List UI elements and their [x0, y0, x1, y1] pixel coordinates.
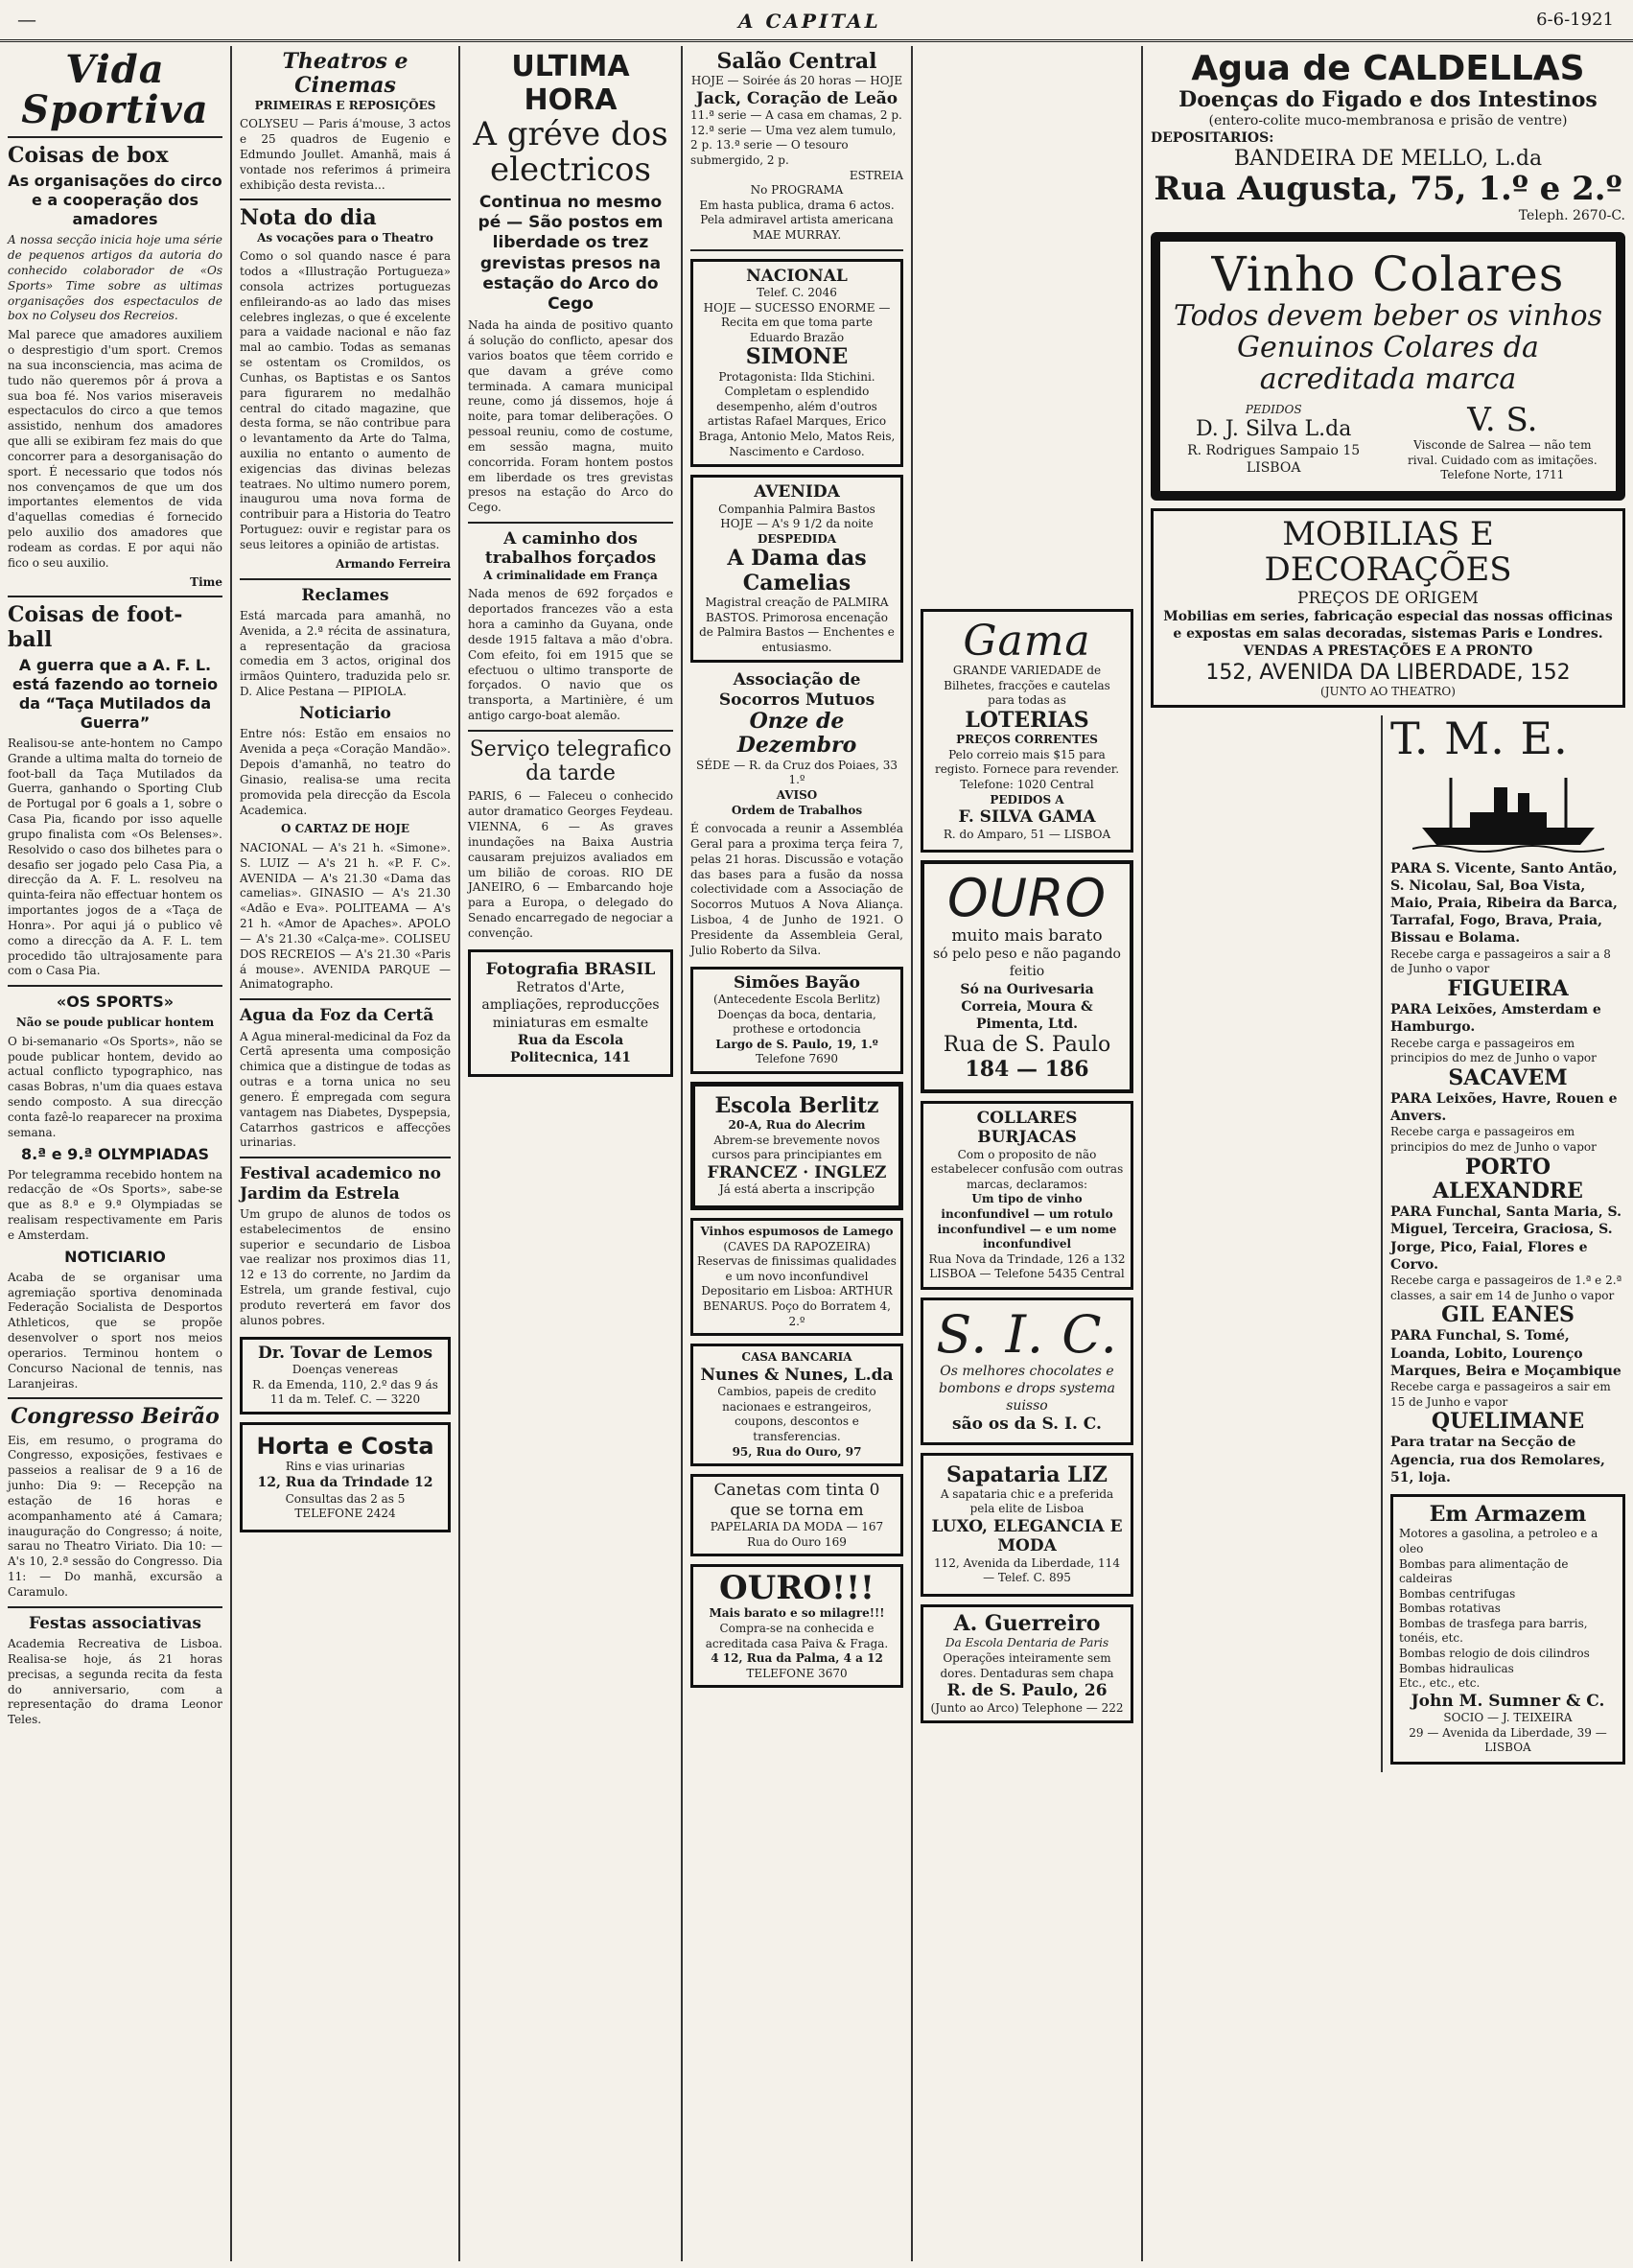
guerreiro-sub: Da Escola Dentaria de Paris: [945, 1636, 1109, 1650]
box-text: Mal parece que amadores auxiliem o desprestigio d'um sport. Cremos na sua inconsciencia, mas acima de tudo não queremos pôr á prova a sua boa fé. Nos varios miseraveis espectaculos do circo a que temos assistido, nenhum dos amadores que alli se exibiram fez mais do que concorrer para a desorganisação do sport. É necessario que todos nós nos convençamos de que um dos importantes elementos de vida d'aquellas comedias é fornecido pelo auxilio dos amadores que rodeam as cordas. E por aqui não fico o seu auxilio.: [8, 328, 222, 570]
simoes-sub: (Antecedente Escola Berlitz) Doenças da boca, dentaria, prothese e ortodoncia: [713, 992, 880, 1037]
nota-signature: Armando Ferreira: [336, 556, 451, 571]
ouro-address: Rua de S. Paulo: [943, 1033, 1111, 1058]
ouro-number-1: 184: [965, 1056, 1010, 1082]
ship-sacavem: SACAVEM: [1448, 1064, 1568, 1090]
tovar-name: Dr. Tovar de Lemos: [257, 1343, 433, 1363]
vinhos-sub: (CAVES DA RAPOZEIRA) Reservas de finissimas qualidades e um novo inconfundivel: [697, 1239, 897, 1283]
column-ultima-hora: [460, 46, 683, 2261]
festas-text: Academia Recreativa de Lisboa. Realisa-se hoje, ás 21 horas precisas, a segunda recita da festa do anniversario, com a representação do drama Leonor Teles.: [8, 1637, 222, 1727]
box-title: Coisas de box: [8, 143, 169, 168]
nacional-text: Protagonista: Ilda Stichini. Completam o esplendido desempenho, além d'outros artistas Rafael Marques, Erico Braga, Antonio Melo, Matos Reis, Nascimento e Cardoso.: [698, 369, 896, 458]
olympiadas-text: Por telegramma recebido hontem na redacção de «Os Sports», sabe-se que as 8.ª e 9.ª Olympiadas se realisam respectivamente em Paris e Amsterdam.: [8, 1167, 222, 1242]
armazem-item-1: Motores a gasolina, a petroleo e a oleo: [1399, 1527, 1598, 1555]
tme-note-3: Recebe carga e passageiros em principios do mez de Junho o vapor: [1390, 1125, 1597, 1154]
horta-name: Horta e Costa: [256, 1432, 434, 1460]
column-ads-middle: [913, 46, 1143, 2261]
vinhos-title: Vinhos espumosos de Lamego: [700, 1225, 894, 1239]
box-intro: A nossa secção inicia hoje uma série de pequenos artigos da autoria do conhecido colaborador de «Os Sports» Time sobre as ultimas organisações dos espectaculos de box no Colyseu dos Recreios.: [8, 233, 222, 323]
liz-title: Sapataria LIZ: [946, 1461, 1108, 1487]
noticiario-theatro-text: Entre nós: Estão em ensaios no Avenida a peça «Coração Mandão». Depois d'amanhã, no teatro do Ginasio, realisa-se uma recita promovida pela direcção da Escola Academica.: [240, 727, 451, 817]
ad-berlitz: [690, 1082, 903, 1210]
greve-text: Nada ha ainda de positivo quanto á solução do conflicto, apesar dos varios boatos que têem corrido e que davam a gréve como terminada. A camara municipal reune, como já dissemos, hoje á noite, para tomar deliberações. O pessoal reuniu, como de costume, em sessão magna, muito concorrida. Foram hontem postos em liberdade os tres grevistas presos na estação do Arco do Cego.: [468, 318, 673, 515]
theatros-subtitle: PRIMEIRAS E REPOSIÇÕES: [254, 98, 436, 112]
gama-pedidos: PEDIDOS A: [990, 792, 1064, 807]
colares-vs: V. S.: [1467, 400, 1538, 439]
guerreiro-title: A. Guerreiro: [953, 1611, 1101, 1637]
salao-program: 11.ª serie — A casa em chamas, 2 p. 12.ª serie — Uma vez alem tumulo, 2 p. 13.ª serie — O tesouro submergido, 2 p.: [690, 108, 902, 168]
vida-sportiva-title: Vida Sportiva: [21, 47, 209, 132]
liz-text: A sapataria chic e a preferida pela elite de Lisboa: [940, 1486, 1114, 1516]
collares-text: Com o proposito de não estabelecer confusão com outras marcas, declaramos:: [930, 1147, 1124, 1191]
column-salao: [683, 46, 913, 2261]
caldellas-sub: Doenças do Figado e dos Intestinos: [1178, 86, 1598, 112]
gama-name: F. SILVA GAMA: [958, 807, 1096, 828]
gama-title: Gama: [963, 617, 1091, 666]
box-subtitle: As organisações do circo e a cooperação dos amadores: [8, 172, 222, 229]
congresso-text: Eis, em resumo, o programa do Congresso, exposições, festivaes e passeios a realisar de 9 a 16 de junho: Dia 9: — Recepção na estação de 16 horas e acompanhamento até á Camara; inauguração do Congresso; á noite, sarau no Theatro Viriato. Dia 10: — A's 10, 2.ª sessão do Congresso. Dia 11: — Do manhã, excursão a Caramulo.: [8, 1433, 222, 1599]
festival-text: Um grupo de alunos de todos os estabelecimentos de ensino superior e secundario de Lisboa vae realizar nos proximos dias 11, 12 e 13 do corrente, no Jardim da Estrela, um grande festival, cujo produto reverterá em favor dos alunos pobres.: [240, 1207, 451, 1327]
avenida-despedida: DESPEDIDA: [757, 531, 837, 546]
salao-estreia: ESTREIA: [849, 168, 903, 182]
tme-note-2: Recebe carga e passageiros em principios do mez de Junho o vapor: [1390, 1036, 1597, 1065]
gama-loterias: LOTERIAS: [965, 707, 1089, 733]
congresso-title: Congresso Beirão: [11, 1404, 220, 1430]
salao-title: Salão Central: [716, 49, 877, 74]
avenida-time: HOJE — A's 9 1/2 da noite: [720, 517, 874, 531]
mobilias-text: Mobilias em series, fabricação especial das nossas officinas e expostas em salas decoradas, sistemas Paris e Londres.: [1163, 608, 1613, 643]
ad-sapataria-liz: [921, 1453, 1133, 1597]
ad-guerreiro: [921, 1604, 1133, 1723]
mobilias-vendas: VENDAS A PRESTAÇÕES E A PRONTO: [1243, 643, 1533, 660]
tme-route-1: PARA S. Vicente, Santo Antão, S. Nicolau, Sal, Boa Vista, Maio, Praia, Ribeira da Barca, Tarrafal, Fogo, Brava, Praia, Bissau e Bolama.: [1390, 860, 1618, 947]
associacao-name: Onze de Dezembro: [736, 709, 857, 759]
noticiario-theatro-title: Noticiario: [299, 703, 391, 723]
liz-lema: LUXO, ELEGANCIA E MODA: [931, 1517, 1123, 1556]
associacao-sede: SÉDE — R. da Cruz dos Poiaes, 33 1.º: [696, 758, 898, 787]
salao-prox: Em hasta publica, drama 6 actos. Pela admiravel artista americana MAE MURRAY.: [699, 198, 895, 243]
sports-text: O bi-semanario «Os Sports», não se poude publicar hontem, devido ao actual conflicto typographico, nas casas Bobras, n'um dia quaes estava sendo composto. A sua direcção conta fazê-lo reaparecer na proxima semana.: [8, 1034, 222, 1139]
masthead-left: —: [17, 8, 36, 31]
masthead: [0, 0, 1633, 42]
salao-time: HOJE — Soirée ás 20 horas — HOJE: [690, 74, 903, 88]
ouro2-text: Compra-se na conhecida e acreditada casa Paiva & Fraga.: [705, 1622, 889, 1650]
mobilias-sub: PREÇOS DE ORIGEM: [1297, 588, 1479, 608]
nota-title: Nota do dia: [240, 205, 377, 231]
ad-horta-costa: [240, 1422, 451, 1532]
simoes-name: Simões Bayão: [734, 972, 860, 993]
gama-sub: GRANDE VARIEDADE de Bilhetes, fracções e cautelas para todas as: [944, 664, 1110, 708]
caldellas-address: Rua Augusta, 75, 1.º e 2.º: [1154, 169, 1622, 208]
armazem-item-8: Etc., etc., etc.: [1399, 1676, 1481, 1691]
cartaz-text: NACIONAL — A's 21 h. «Simone». S. LUIZ — A's 21 h. «P. F. C». AVENIDA — A's 21.30 «Dama das camelias». GINASIO — A's 21.30 «Adão e Eva». POLITEAMA — A's 21 h. «Amor de Apaches». APOLO — A's 21.30 «Calça-me». COLISEU DOS RECREIOS — A's 21.30 «Paris á mouse». AVENIDA PARQUE — Animatographo.: [240, 840, 451, 992]
foto-text: Retratos d'Arte, ampliações, reproducções miniaturas em esmalte: [481, 980, 660, 1031]
armazem-name: John M. Sumner & C.: [1411, 1691, 1605, 1711]
salao-prox-title: No PROGRAMA: [750, 183, 844, 198]
armazem-item-7: Bombas hidraulicas: [1399, 1661, 1514, 1675]
guerreiro-tel: (Junto ao Arco) Telephone — 222: [930, 1700, 1124, 1715]
gama-address: R. do Amparo, 51 — LISBOA: [943, 827, 1111, 841]
tme-route-3: PARA Leixões, Havre, Rouen e Anvers.: [1390, 1091, 1618, 1125]
nota-text: Como o sol quando nasce é para todos a «Illustração Portugueza» consola actrizes portuguezas enfileirando-as ao lado das mises celebres inglezas, o que é excelente para a vaidade nacional e não faz mal ao cambio. Todas as semanas se ostentam os Cromildos, os Cunhas, os Baptistas e os Santos para figurarem no medalhão central do citado magazine, que desta forma, se não contribue para o levantamento da Arte do Talma, auxilia no entanto o aumento de exigencias das divinas belezas teatraes. No ultimo numero porem, inaugurou uma nova forma de contribuir para a Historia do Teatro Portuguez: ouvir e registar para os seus leitores a opinião de artistas.: [240, 249, 451, 551]
ship-gil-eanes: GIL EANES: [1441, 1302, 1575, 1328]
steamship-icon: [1412, 768, 1604, 854]
tme-note-4: Recebe carga e passageiros de 1.ª e 2.ª classes, a sair em 14 de Junho o vapor: [1390, 1273, 1622, 1302]
ad-simoes-bayao: [690, 967, 903, 1074]
servico-title: Serviço telegrafico da tarde: [469, 737, 672, 786]
avenida-play: A Dama das Camelias: [727, 546, 867, 596]
ad-gama: [921, 609, 1133, 853]
sic-text: Os melhores chocolates e bombons e drops systema suisso: [939, 1363, 1115, 1415]
colares-pedidos-block: [1168, 403, 1379, 483]
berlitz-sub: Abrem-se brevemente novos cursos para principiantes em: [712, 1133, 882, 1162]
greve-headline: A gréve dos electricos: [473, 115, 668, 190]
sports-title: «OS SPORTS»: [56, 993, 175, 1012]
festas-title: Festas associativas: [29, 1613, 201, 1633]
coliseu-text: COLYSEU — Paris á'mouse, 3 actos e 25 quadros de Eugenio e Edmundo Joullet. Amanhã, mais á vontade nos referimos á primeira exhibição desta revista...: [240, 117, 451, 192]
colares-address: R. Rodrigues Sampaio 15 LISBOA: [1187, 442, 1361, 476]
ouro-title: OURO: [946, 868, 1108, 929]
armazem-item-6: Bombas relogio de dois cilindros: [1399, 1647, 1590, 1661]
reclames-text: Está marcada para amanhã, no Avenida, a 2.ª récita de assinatura, a representação da graciosa comedia em 3 actos, original dos irmãos Quintero, traduzida pelo sr. D. Alice Pestana — PIPIOLA.: [240, 609, 451, 699]
tme-agencia: Para tratar na Secção de Agencia, rua dos Remolares, 51, loja.: [1390, 1435, 1605, 1485]
collares-title: COLLARES BURJACAS: [976, 1108, 1078, 1148]
colares-vs-sub: Visconde de Salrea — não tem rival. Cuidado com as imitações. Telefone Norte, 1711: [1408, 438, 1598, 482]
caldellas-dep: DEPOSITARIOS:: [1151, 130, 1274, 147]
nacional-play: SIMONE: [745, 344, 849, 370]
reclames-title: Reclames: [301, 585, 389, 605]
armazem-address: 29 — Avenida da Liberdade, 39 — LISBOA: [1409, 1725, 1607, 1755]
colares-pedidos: PEDIDOS: [1245, 402, 1302, 416]
caldellas-note: (entero-colite muco-membranosa e prisão de ventre): [1208, 112, 1568, 129]
horta-sub: Rins e vias urinarias: [285, 1459, 406, 1473]
ad-casa-bancaria: [690, 1344, 903, 1466]
guerreiro-address: R. de S. Paulo, 26: [946, 1681, 1108, 1701]
associacao-title: Associação de Socorros Mutuos: [718, 670, 875, 710]
noticiario-title: NOTICIARIO: [64, 1247, 166, 1266]
canetas-title: Canetas com tinta 0 que se torna em: [713, 1481, 880, 1520]
tme-route-5: PARA Funchal, S. Tomé, Loanda, Lobito, Lourenço Marques, Beira e Moçambique: [1390, 1328, 1621, 1379]
ship-porto-alexandre: PORTO ALEXANDRE: [1433, 1154, 1583, 1204]
ad-tovar-lemos: [240, 1337, 451, 1415]
ouro-sub: muito mais barato: [951, 925, 1103, 946]
associacao-text: É convocada a reunir a Assembléa Geral para a proxima terça feira 7, pelas 21 horas. Discussão e votação das bases para a fusão da nossa colectividade com a Associação de Socorros Mutuos A Nova Aliança. Lisboa, 4 de Junho de 1921. O Presidente da Assembleia Geral, Julio Roberto da Silva.: [690, 822, 903, 957]
greve-subtitle: Continua no mesmo pé — São postos em liberdade os trez grevistas presos na estação do Arco do Cego: [478, 192, 664, 315]
caldellas-tel: Teleph. 2670-C.: [1518, 207, 1625, 223]
colares-footer: [1168, 400, 1608, 483]
colares-text: Todos devem beber os vinhos Genuinos Colares da acreditada marca: [1173, 298, 1602, 396]
sports-subtitle: Não se poude publicar hontem: [15, 1016, 215, 1030]
ouro-text: só pelo peso e não pagando feitio: [933, 947, 1121, 980]
ouro2-tel: TELEFONE 3670: [746, 1666, 848, 1680]
tme-note-5: Recebe carga e passageiros a sair em 15 de Junho e vapor: [1390, 1379, 1611, 1409]
canetas-sub: PAPELARIA DA MODA — 167 Rua do Ouro 169: [710, 1519, 884, 1549]
column-vida-sportiva: [0, 46, 232, 2261]
ad-fotografia-brasil: [468, 949, 673, 1077]
ad-vinhos-lamego: [690, 1218, 903, 1336]
noticiario-text: Acaba de se organisar uma agremiação sportiva denominada Federação Socialista de Desportos Athleticos, que se propõe desenvolver o sport nos meios operarios. Terminou hontem o Concurso Nacional de tennis, nas Laranjeiras.: [8, 1270, 222, 1391]
ad-nacional: [690, 259, 903, 468]
sic-title: S. I. C.: [936, 1303, 1118, 1365]
gama-precos: PREÇOS CORRENTES: [956, 733, 1098, 747]
horta-consultas: Consultas das 2 as 5: [285, 1491, 406, 1506]
banca-address: 95, Rua do Ouro, 97: [732, 1444, 862, 1459]
cartaz-title: O CARTAZ DE HOJE: [280, 822, 410, 836]
mobilias-address: 152, AVENIDA DA LIBERDADE, 152: [1205, 660, 1571, 685]
ad-avenida: [690, 475, 903, 663]
caminho-title: A caminho dos trabalhos forçados: [484, 529, 657, 569]
servico-text: PARIS, 6 — Faleceu o conhecido autor dramatico Georges Feydeau. VIENNA, 6 — As graves inundações na Baixa Austria causaram prejuizos avaliados em um bilião de coroas. RIO DE JANEIRO, 6 — Embarcando hoje para a Europa, o delegado do Senado encarregado de negociar a convenção.: [468, 789, 673, 940]
colares-vs-block: [1397, 400, 1608, 483]
ad-em-armazem: [1390, 1494, 1625, 1765]
ouro-casa: Só na Ourivesaria Correia, Moura & Pimenta, Ltd.: [960, 981, 1094, 1033]
guerreiro-text: Operações inteiramente sem dores. Dentaduras sem chapa: [940, 1650, 1114, 1680]
ad-collares-burjacas: [921, 1101, 1133, 1290]
ad-ouro-paiva: [690, 1564, 903, 1688]
armazem-item-5: Bombas de trasfega para barris, tonéis, etc.: [1399, 1616, 1588, 1646]
banca-name: Nunes & Nunes, L.da: [700, 1365, 894, 1385]
olympiadas-title: 8.ª e 9.ª OLYMPIADAS: [20, 1144, 210, 1163]
associacao-aviso: AVISO: [776, 787, 818, 802]
armazem-item-2: Bombas para alimentação de caldeiras: [1399, 1556, 1569, 1586]
festival-title: Festival academico no Jardim da Estrela: [240, 1164, 441, 1204]
colares-title: Vinho Colares: [1211, 246, 1565, 303]
nota-subtitle: As vocações para o Theatro: [257, 230, 433, 245]
caminho-subtitle: A criminalidade em França: [483, 568, 658, 582]
simoes-tel: Telefone 7690: [756, 1052, 838, 1066]
ship-quelimane: QUELIMANE: [1431, 1409, 1585, 1435]
gama-spacer: [1151, 715, 1381, 1772]
berlitz-languages: FRANCEZ · INGLEZ: [707, 1163, 887, 1183]
nacional-tel: Telef. C. 2046: [757, 286, 837, 300]
sic-tag: são os da S. I. C.: [952, 1415, 1102, 1435]
tme-route-2: PARA Leixões, Amsterdam e Hamburgo.: [1390, 1002, 1601, 1036]
football-subtitle: A guerra que a A. F. L. está fazendo ao torneio da “Taça Mutilados da Guerra”: [12, 655, 219, 732]
ouro-number-2: 186: [1044, 1056, 1089, 1082]
foto-address: Rua da Escola Politecnica, 141: [509, 1032, 632, 1065]
theatros-title: Theatros e Cinemas: [282, 49, 408, 99]
ad-mobilias: [1151, 508, 1625, 709]
masthead-date: 6-6-1921: [1536, 10, 1614, 30]
tovar-sub: Doenças venereas: [292, 1363, 399, 1377]
ad-agua-caldellas: [1151, 50, 1625, 224]
ouro2-title: OURO!!!: [719, 1569, 875, 1608]
nacional-sub: HOJE — SUCESSO ENORME — Recita em que toma parte Eduardo Brazão: [703, 300, 891, 344]
tme-title: T. M. E.: [1390, 713, 1569, 765]
horta-address: 12, Rua da Trindade 12: [257, 1475, 433, 1491]
banca-text: Cambios, papeis de credito nacionaes e estrangeiros, coupons, descontos e transferencias.: [717, 1385, 876, 1443]
caminho-text: Nada menos de 692 forçados e deportados francezes vão a esta hora a caminho da Guyana, onde desde 1915 faltava a mão d'obra. Com efeito, foi em 1915 que se efectuou o ultimo transporte de forçados. O navio que os transporta, a Martinière, é um antigo cargo-boat alemão.: [468, 587, 673, 723]
gama-text: Pelo correio mais $15 para registo. Fornece para revender. Telefone: 1020 Central: [934, 747, 1120, 792]
ad-vinho-colares: [1151, 232, 1625, 501]
berlitz-name: Escola Berlitz: [714, 1092, 879, 1118]
avenida-sub: Companhia Palmira Bastos: [718, 502, 875, 516]
armazem-socio: SOCIO — J. TEIXEIRA: [1443, 1711, 1573, 1725]
ouro2-address: 4 12, Rua da Palma, 4 a 12: [711, 1651, 883, 1666]
salao-film: Jack, Coração de Leão: [695, 88, 898, 108]
ad-ouro: [921, 860, 1133, 1093]
colares-silva: D. J. Silva L.da: [1195, 417, 1352, 442]
column-ads-right: [1143, 46, 1633, 2261]
caldellas-dep-name: BANDEIRA DE MELLO, L.da: [1233, 147, 1543, 172]
masthead-title: A CAPITAL: [738, 10, 881, 33]
caldellas-title: Agua de CALDELLAS: [1191, 49, 1585, 88]
berlitz-open: Já está aberta a inscripção: [718, 1182, 875, 1197]
ouro-numbers: 184 — 186: [965, 1056, 1089, 1082]
tme-block: [1381, 715, 1625, 1772]
liz-address: 112, Avenida da Liberdade, 114 — Telef. C. 895: [934, 1555, 1120, 1585]
avenida-title: AVENIDA: [754, 482, 840, 503]
tme-route-4: PARA Funchal, Santa Maria, S. Miguel, Terceira, Graciosa, S. Jorge, Pico, Faial, Flores e Corvo.: [1390, 1204, 1621, 1273]
ship-figueira: FIGUEIRA: [1447, 975, 1569, 1001]
column-theatros: [232, 46, 460, 2261]
tovar-address: R. da Emenda, 110, 2.º das 9 ás 11 da m. Telef. C. — 3220: [252, 1377, 438, 1407]
mobilias-title: MOBILIAS E DECORAÇÕES: [1264, 514, 1512, 590]
berlitz-address: 20-A, Rua do Alecrim: [728, 1118, 866, 1133]
simoes-address: Largo de S. Paulo, 19, 1.º: [715, 1037, 878, 1051]
horta-telefone: TELEFONE 2424: [294, 1507, 396, 1521]
avenida-text: Magistral creação de PALMIRA BASTOS. Primorosa encenação de Palmira Bastos — Enchentes e entusiasmo.: [699, 596, 895, 654]
mobilias-junto: (JUNTO AO THEATRO): [1320, 684, 1456, 698]
agua-certa-text: A Agua mineral-medicinal da Foz da Certã apresenta uma composição chimica que a distingue de todas as outras e a torna unica no seu genero. É empregada com segura vantagem nas Diabetes, Dyspepsia, Catarrhos gastricos e affecções urinarias.: [240, 1029, 451, 1150]
vinhos-address: Depositario em Lisboa: ARTHUR BENARUS. Poço do Borratem 4, 2.º: [701, 1284, 893, 1328]
collares-lema: Um tipo de vinho inconfundivel — um rotulo inconfundivel — e um nome inconfundivel: [937, 1192, 1117, 1251]
collares-address: Rua Nova da Trindade, 126 a 132 LISBOA — Telefone 5435 Central: [928, 1251, 1126, 1281]
armazem-item-4: Bombas rotativas: [1399, 1602, 1501, 1616]
tme-note-1: Recebe carga e passageiros a sair a 8 de Junho o vapor: [1390, 947, 1611, 976]
football-title: Coisas de foot-ball: [8, 602, 183, 652]
ad-canetas: [690, 1474, 903, 1556]
football-text: Realisou-se ante-hontem no Campo Grande a ultima malta do torneio de foot-ball da Taça Mutilados da Guerra, ganhando o Sporting Club de Portugal por 6 goals a 1, sobre o Casa Pia, ficando por isso aquelle grupo finalista com «Os Belenses». Resolvido o caso dos bilhetes para o desafio ser jogado pelo Casa Pia, a direcção da A. F. L. resolveu na quinta-feira não effectuar hontem os importantes jogos de a «Taça de Honra». Por aqui já o publico vê como a direcção da A. F. L. tem procedido tão ultrajosamente para com o Casa Pia.: [8, 736, 222, 978]
ad-sic: [921, 1298, 1133, 1445]
ouro2-sub: Mais barato e so milagre!!!: [709, 1606, 885, 1621]
agua-certa-title: Agua da Foz da Certã: [240, 1006, 434, 1026]
box-signature: Time: [190, 574, 222, 589]
nacional-title: NACIONAL: [746, 266, 848, 286]
banca-title: CASA BANCARIA: [741, 1350, 852, 1365]
ultima-hora-title: ULTIMA HORA: [511, 50, 630, 117]
armazem-title: Em Armazem: [1429, 1502, 1587, 1528]
armazem-item-3: Bombas centrifugas: [1399, 1586, 1516, 1601]
right-lower: [1151, 715, 1625, 1772]
foto-name: Fotografia BRASIL: [485, 959, 656, 979]
associacao-ordem: Ordem de Trabalhos: [731, 803, 863, 817]
